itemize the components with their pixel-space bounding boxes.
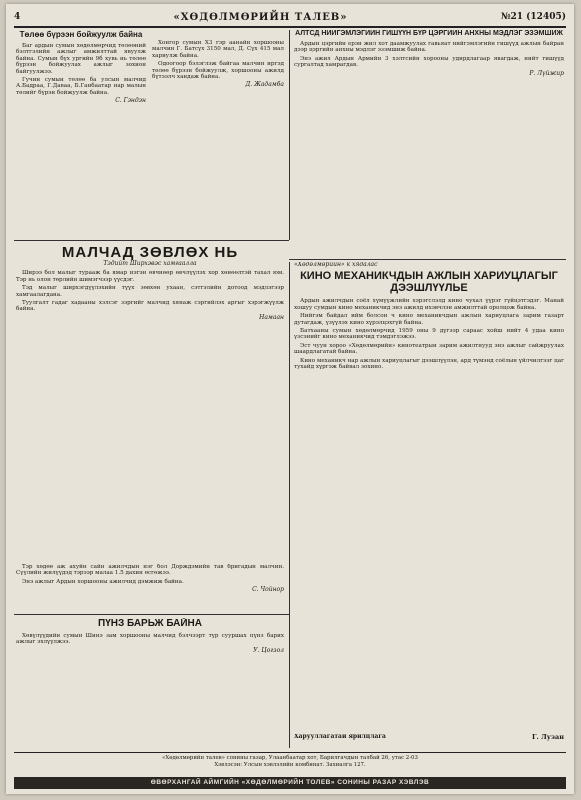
signature: Намаан xyxy=(259,313,284,321)
column-rule xyxy=(289,262,290,748)
article-births xyxy=(16,30,146,238)
signature: Р. Лүйжир xyxy=(529,69,564,77)
article-cinema xyxy=(294,262,564,732)
issue-number: №21 (12405) xyxy=(500,12,566,22)
article-subhead: Тэдийт Ширхэвэс хамгаалла xyxy=(103,260,197,267)
section-rule xyxy=(14,614,289,615)
paragraph: Энэ ажил Ардын Армийн 3 хэлтсийн хорооны удирдлагаар явагдаж, нийт гишүүд сургалтад хамрагдав. xyxy=(294,55,564,69)
paragraph: Баг ардын сумын хөдөлмөрчид төлөөний бэлтгэлийн ажлыг амжилттай явуулж байна. Сумын бүх ургийн 9б хувь нь төлөө бүрээн бойжуулах ажлыг зохион байгуулжээ. xyxy=(16,43,146,75)
paragraph: Туулгалт гадаг хадааны хэлсэг зэргийг малчид хянаж сэргийлэх аргыг хэрэгжүүлж байна. xyxy=(16,300,284,313)
newspaper-title: «ХӨДӨЛМӨРИЙН ТАЛЕВ» xyxy=(173,11,348,23)
signature: С. Чойнор xyxy=(252,586,284,594)
paragraph: Энэ ажлыг Ардын хоршооны ажилчид дэмжиж байна. xyxy=(22,578,184,585)
section-label: Харууллагатай ярилцлага xyxy=(294,734,386,740)
paragraph: Эст чуун хороо «Хөдөлмөрийн» кинотеатрын зарим ажилтнууд энэ ажлыг сайжруулах шаардлагатай байна. xyxy=(294,342,564,356)
article-herders xyxy=(152,40,284,238)
article-headline: ПҮНЗ БАРЬЖ БАЙНА xyxy=(98,618,202,629)
imprint-line: Хэвлэсэн: Улсын хэвлэлийн комбинат. Захиалга 127. xyxy=(214,762,366,768)
paragraph: Хонгор сумын Х3 гэр аанайн хоршооны малчин Г. Батсүх 3150 мал, Д. Сүх 415 мал хариулж байна. xyxy=(152,40,284,59)
article-shelter xyxy=(16,618,284,746)
imprint-footer xyxy=(14,752,566,778)
article-herder-advice xyxy=(16,244,284,610)
paragraph: Одоогоор бэлэглэж байгаа малчин иргэд төлөө бүрээн бойжуулж, хоршооны ажилд бүтээлч хандаж байна. xyxy=(152,61,284,81)
page-number: 4 xyxy=(14,12,21,22)
paragraph: Нийгэм байдал ийм болсон ч кино механикчдын ажлын хариуцлага зарим газарт дутагдаж, үзүүлэх кино хүрэлцэхгүй байна. xyxy=(294,313,564,326)
paragraph: Кино механикч нар ажлын хариуцлагыг дээшлүүлэн, ард түмэнд соёлын үйлчилгээг цаг тухайд хүргэж байвал зохино. xyxy=(294,357,564,371)
imprint-line: «Хөдөлмөрийн талев» сонины газар, Улаанбаатар хот, Барилгачдын талбай 26, утас 2-03 xyxy=(162,755,418,761)
article-society xyxy=(294,30,564,258)
paragraph: Ширээ бол малыг турааж ба ямар нэгэн өвчнөөр өвчлүүлэх хор хөнөөлтэй тахал юм. Тэр нь олон төрлийн шимэгчээр үүсдэг. xyxy=(16,270,284,283)
signature: У. Цогзол xyxy=(253,646,284,654)
paragraph: Хөвүлүүдийн сумын Шинэ зам хоршооны малчид бэлчээрт түр сууршах пүнз барих ажлыг эхлүүлжээ. xyxy=(16,633,284,646)
signature: Д. Жадамба xyxy=(245,81,284,89)
article-headline: КИНО МЕХАНИКЧДЫН АЖЛЫН ХАРИУЦЛАГЫГ ДЭЭШЛҮҮЛЬЕ xyxy=(300,270,558,295)
article-headline: АЛТСД НИЙГЭМЛЭГИЙН ГИШҮҮН БҮР ЦЭРГИЙН АНХНЫ МЭДЛЭГ ЭЗЭМШИЖ xyxy=(295,30,563,37)
article-signature-cinema: Г. Лузан xyxy=(531,734,564,741)
paragraph: Тэр хөдөө аж ахуйн сайн ажилчдын нэг бол Дорждэмийн тав бригадын малчин. Сүүлийн жилүүдэд тэрээр малаа 1.5 дахин өсгөжээ. xyxy=(16,564,284,577)
paragraph: Тэд малыг ширхэгдүүлэхийн түүх зөвхөн ухаан, сэтгэлийн дотоод мэдлэгээр хамгаалагдана. xyxy=(16,285,284,298)
paragraph: Гучин сумын төлөө ба улсын малчид А.Бадраа, Г.Даваа, Б.Ганбаатар нар малын төлийг бүрэн бойжуулж байна. xyxy=(16,77,146,96)
section-rule xyxy=(289,259,566,260)
paragraph: Ардын ажилчдын соёл хүмүүжлийн хэрэгслэлд кино чухал үүрэг гүйцэтгэдэг. Манай хошуу сумдын кино механикчид энэ ажилд ихэвчлэн амжилттай оролцож байна. xyxy=(294,298,564,311)
article-kicker: «Хөдөлмөрийн» к хядалас xyxy=(294,262,378,268)
article-headline: Төлөө бүрээн бойжуулж байна xyxy=(19,30,143,39)
newspaper-page xyxy=(6,4,574,794)
section-rule xyxy=(14,240,289,241)
paragraph: Батхааны сумын хөдөлмөрчид 1959 оны 9 дүгээр сараас хойш нийт 4 удаа кино үзсэнийг кино механикчид тэмдэглэжээ. xyxy=(294,328,564,341)
paragraph: Ардын цэргийн ерэн жил хот даамжуулах гавьяат нийгэмлэгийн гишүүд ажлын байран дээр цэргийн анхны мэдлэг эзэмшиж байна. xyxy=(294,41,564,54)
masthead xyxy=(14,8,566,28)
article-brigade xyxy=(16,564,284,612)
bottom-banner: ӨВӨРХАНГАЙ АЙМГИЙН «ХӨДӨЛМӨРИЙН ТОЛЕВ» СОНИНЫ РАЗАР ХЭВЛЭВ xyxy=(14,777,566,789)
article-headline: МАЛЧАД ЗӨВЛӨХ НЬ xyxy=(61,244,239,261)
signature: С. Гэндэн xyxy=(115,97,146,105)
column-rule xyxy=(289,30,290,240)
